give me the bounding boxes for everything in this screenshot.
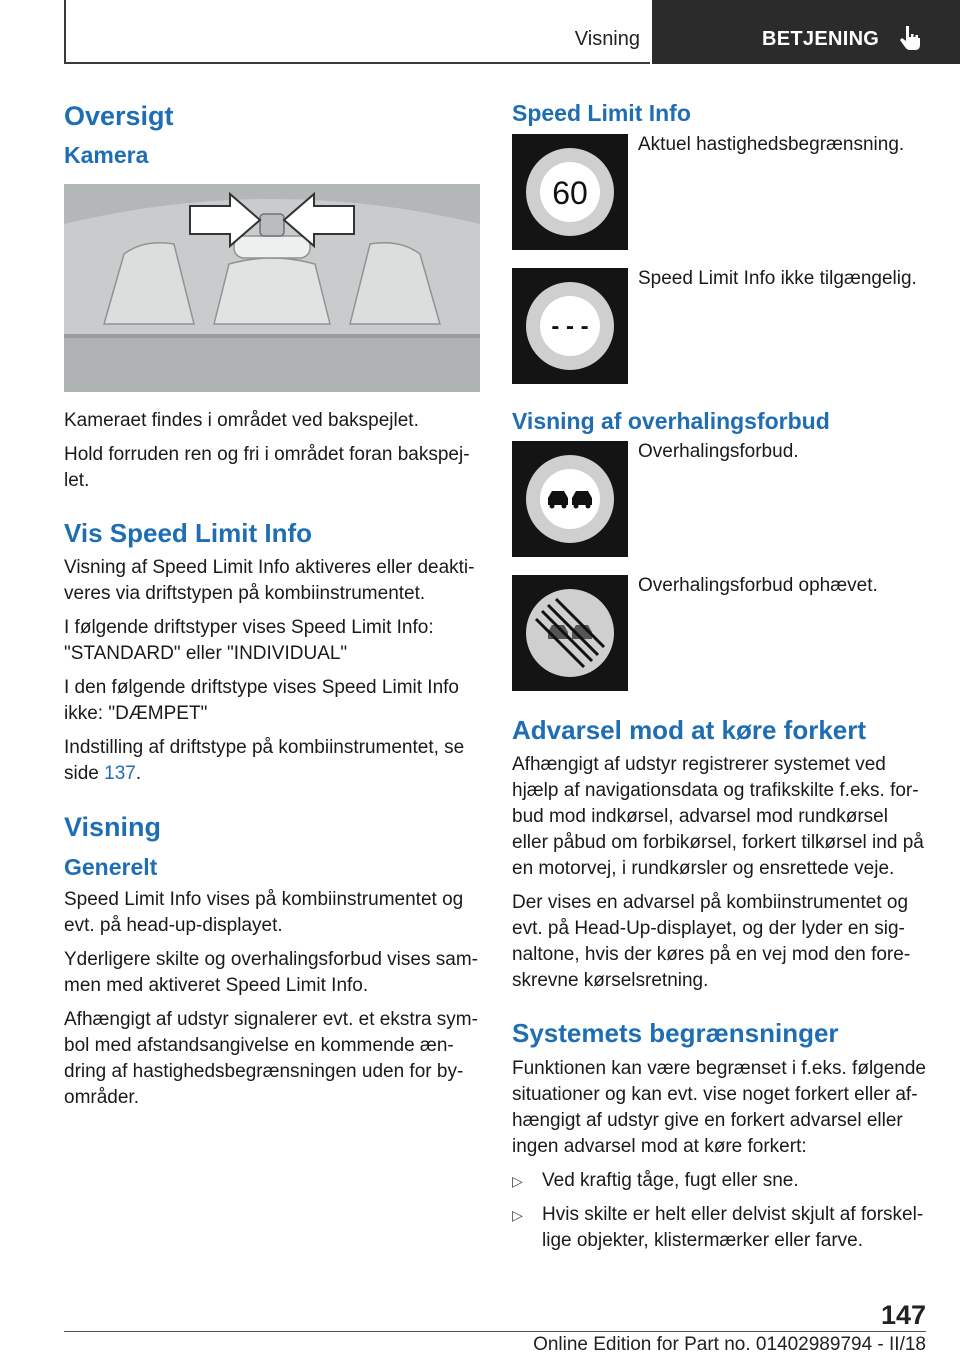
svg-text:- - -: - - - bbox=[551, 312, 589, 340]
heading-kamera: Kamera bbox=[64, 142, 149, 169]
sign-overtake-description: Overhalingsforbud. bbox=[638, 441, 799, 463]
vis-paragraph-1: Visning af Speed Limit Info aktiveres eller deaktiveres via driftstypen på kombiinstrumentet. bbox=[64, 557, 475, 605]
hand-pointer-icon bbox=[898, 24, 922, 52]
header-chapter-title: BETJENING bbox=[762, 28, 880, 50]
heading-visning: Visning bbox=[64, 812, 162, 843]
heading-speed-limit-info: Speed Limit Info bbox=[512, 100, 691, 126]
sign-row-not-available bbox=[512, 268, 928, 384]
footer-edition: Online Edition for Part no. 01402989794 - II/18 bbox=[533, 1334, 926, 1355]
vis-paragraph-3: I den følgende driftstype vises Speed Limit Info ikke: "DÆMPET" bbox=[64, 677, 459, 725]
end-no-overtaking-sign-icon bbox=[512, 575, 628, 691]
limitations-list bbox=[512, 1168, 928, 1254]
page-reference-link[interactable]: 137 bbox=[104, 763, 136, 785]
sign-row-overtake bbox=[512, 441, 928, 557]
header-chapter-tab[interactable] bbox=[652, 0, 960, 64]
advarsel-paragraph-2: Der vises en advarsel på kombiinstrumentet og evt. på Head-Up-displayet, og der lyder en signaltone, hvis der køres på en vej mod den foreskrevne kørselsretning. bbox=[512, 892, 911, 992]
right-column bbox=[512, 100, 928, 1262]
advarsel-paragraph-1: Afhængigt af udstyr registrerer systemet ved hjælp af navigationsdata og trafikskilte f.eks. forbud mod indkørsel, advarsel mod rundkørsel eller påbud om forbikørsel, forkert tilkørsel ind på en motorvej, i rundkørsler og ensrettede veje. bbox=[512, 754, 924, 880]
generelt-paragraph-3: Afhængigt af udstyr signalerer evt. et ekstra symbol med afstandsangivelse en kommende ændring af hastighedsbegrænsningen uden for byområder. bbox=[64, 1009, 478, 1109]
sign-overtake-end-description: Overhalingsforbud ophævet. bbox=[638, 575, 878, 597]
speed-limit-unavailable-icon bbox=[512, 268, 628, 384]
page-number: 147 bbox=[880, 1300, 926, 1330]
heading-advarsel: Advarsel mod at køre forkert bbox=[512, 715, 867, 746]
vis-paragraph-4: Indstilling af driftstype på kombiinstrumentet, se side 137. bbox=[64, 737, 465, 785]
left-column bbox=[64, 100, 480, 1119]
list-item: ▷ Ved kraftig tåge, fugt eller sne. bbox=[512, 1168, 928, 1194]
sign-row-overtake-end bbox=[512, 575, 928, 691]
kamera-paragraph-1: Kameraet findes i området ved bakspejlet. bbox=[64, 409, 419, 431]
sign-na-description: Speed Limit Info ikke tilgængelig. bbox=[638, 267, 917, 289]
header-section-title: Visning bbox=[574, 28, 640, 50]
heading-generelt: Generelt bbox=[64, 853, 158, 880]
heading-systemets-begraensninger: Systemets begrænsninger bbox=[512, 1018, 839, 1049]
heading-overhalingsforbud: Visning af overhalingsforbud bbox=[512, 407, 830, 434]
camera-location-illustration bbox=[64, 184, 480, 392]
no-overtaking-sign-icon bbox=[512, 441, 628, 557]
speed-limit-sign-icon bbox=[512, 134, 628, 250]
footer-divider bbox=[64, 1331, 926, 1332]
heading-oversigt: Oversigt bbox=[64, 101, 174, 131]
generelt-paragraph-2: Yderligere skilte og overhalingsforbud vises sammen med aktiveret Speed Limit Info. bbox=[64, 949, 478, 997]
generelt-paragraph-1: Speed Limit Info vises på kombiinstrumentet og evt. på head-up-displayet. bbox=[64, 889, 464, 937]
svg-text:60: 60 bbox=[552, 174, 588, 211]
sign-speed-description: Aktuel hastighedsbegrænsning. bbox=[638, 133, 905, 155]
begraensninger-paragraph-1: Funktionen kan være begrænset i f.eks. følgende situationer og kan evt. vise noget forkert eller afhængigt af udstyr give en forkert advarsel eller ingen advarsel mod at køre forkert: bbox=[512, 1057, 927, 1157]
sign-row-speed bbox=[512, 134, 928, 250]
vis-paragraph-2: I følgende driftstyper vises Speed Limit Info: "STANDARD" eller "INDIVIDUAL" bbox=[64, 617, 434, 665]
header-frame bbox=[64, 0, 650, 64]
heading-vis-speed-limit-info: Vis Speed Limit Info bbox=[64, 517, 313, 548]
list-item: ▷ Hvis skilte er helt eller delvist skjult af forskellige objekter, klistermærker eller farve. bbox=[512, 1202, 928, 1254]
kamera-paragraph-2: Hold forruden ren og fri i området foran bakspejlet. bbox=[64, 443, 470, 491]
